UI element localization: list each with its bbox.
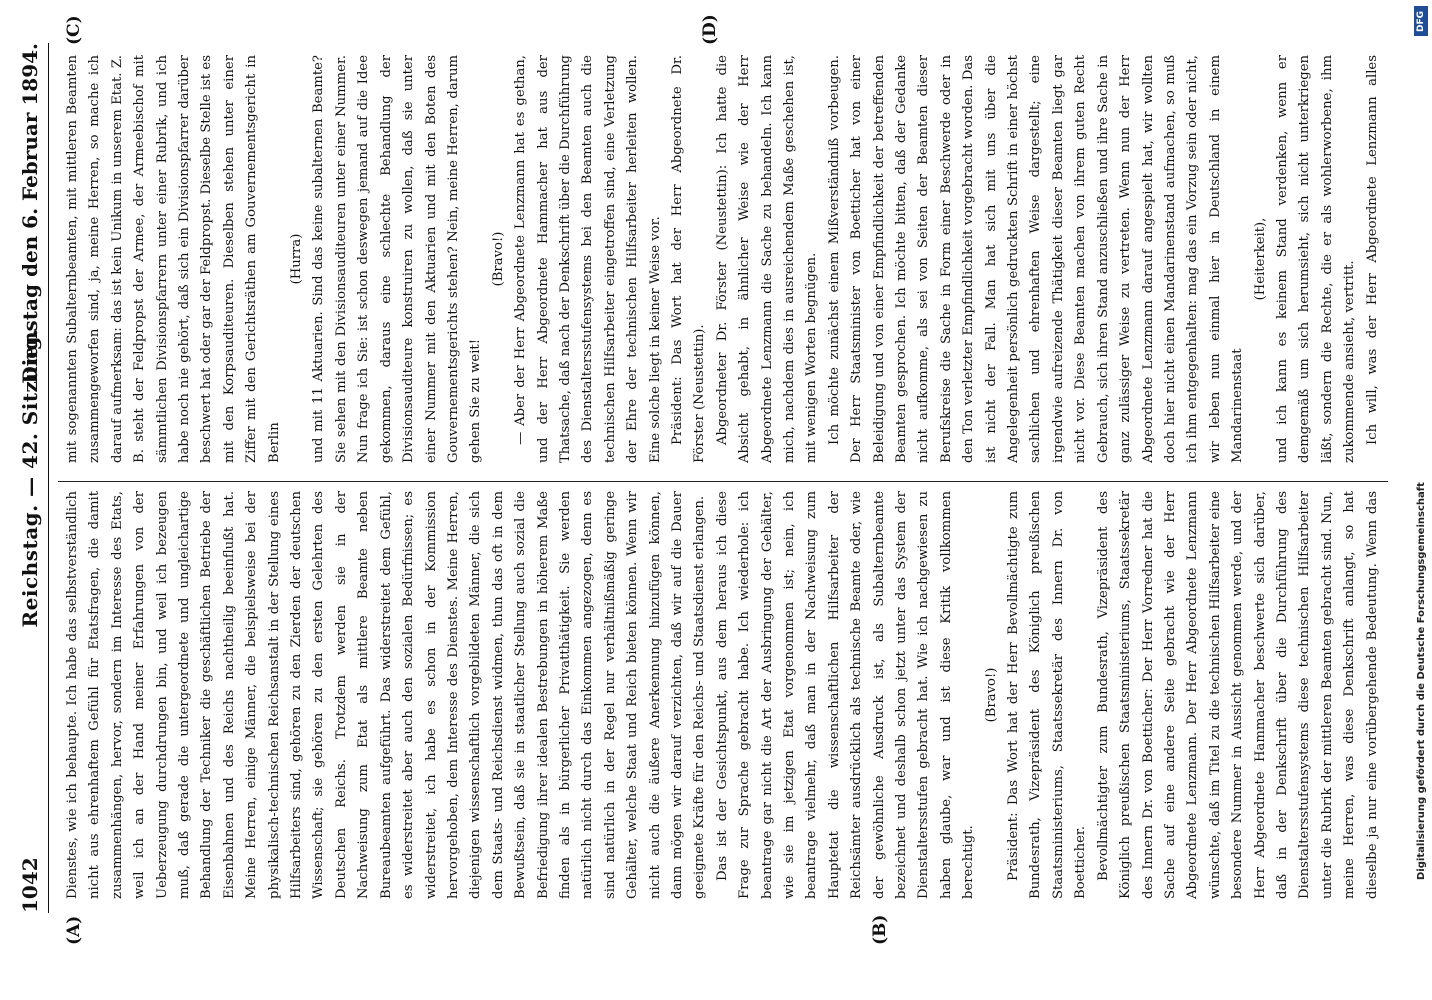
session-date: Dienstag den 6. Februar 1894. [18,43,42,384]
paragraph: Präsident: Das Wort hat der Herr Abgeordnete Dr. Förster (Neustettin). [669,55,708,463]
paragraph: — Aber der Herr Abgeordnete Lenzmann hat es gethan, und der Herr Abgeordnete Hammacher hat aus der Thatsache, daß nach der Denkschrift über die Durchführung des Dienstaltersstufensystems bei den Beamten auch die technischen Hilfsarbeiter eingetroffen sind, eine Verletzung der Ehre der technischen Hilfsarbeiter herleiten wollen. Eine solche liegt in keiner Weise vor. [513,55,663,463]
interjection: (Bravo!) [983,667,999,723]
paragraph: Ich möchte zunächst einem Mißverständniß vorbeugen. Der Herr Staatsminister von Boetticher hat von einer Beleidigung und von einer Empfindlichkeit der betreffenden Beamten gesprochen. Ich möchte bitten, daß der Gedanke nicht aufkomme, als sei von Seiten der Beamten dieser Berufskreise die Sache in Form einer Beschwerde oder in den Ton verletzter Empfindlichkeit vorgebracht worden. Das ist nicht der Fall. Man hat sich mit uns über die Angelegenheit persönlich gedruckten Schrift in einer höchst sachlichen und ehrenhaften Weise dargestellt; eine irgendwie aufreizende Thätigkeit dieser Beamten liegt gar nicht vor. Diese Beamten machen von ihrem guten Recht Gebrauch, sich ihren Stand anzuschließen und ihre Sache in ganz zulässiger Weise zu vertreten. Wenn nun der Herr Abgeordnete Lenzmann darauf angespielt hat, wir wollten doch hier nicht einen Mandarinenstand aufmachen, so muß ich ihm entgegenhalten: mag das ein Vorzug sein oder nicht, wir leben nun einmal hier in Deutschland in einem Mandarinenstaat [826,55,1246,463]
page-number: 1042 [18,857,42,913]
margin-mark-c: (C) [64,15,84,45]
paragraph: und ich kann es keinem Stand verdenken, wenn er demgemäß um sich herumsieht, sich nicht unterkriegen läßt, sondern die Rechte, die er als wohlerworbene, ihm zukommende ansieht, vertritt. [1274,55,1358,463]
paragraph: Abgeordneter Dr. Förster (Neustettin): Ich hatte die Absicht gehabt, in ähnlicher Weise wie der Herr Abgeordnete Lenzmann die Sache zu behandeln. Ich kann mich, nachdem dies in ausreichendem Maße geschehen ist, mit wenigen Worten begnügen. [714,55,820,463]
paragraph: Präsident: Das Wort hat der Herr Bevollmächtigte zum Bundesrath, Vizepräsident des Königlich preußischen Staatsministeriums, Staatssekretär des Innern Dr. von Boetticher. [1006,491,1089,899]
interjection: (Hurra) [289,233,305,285]
margin-mark-a: (A) [64,915,84,945]
digitization-note: Digitalisierung gefördert durch die Deutsche Forschungsgemeinschaft [1416,482,1427,880]
page-header [12,43,49,913]
paragraph: mit sogenannten Subalternbeamten, mit mittleren Beamten zusammengeworfen sind, ja, meine Herren, so mache ich darauf aufmerksam: das ist kein Unikum in unserem Etat. Z. B. steht der Feldpropst der Armee, der Armeebischof mit sämmtlichen Divisionspfarrern unter einer Rubrik, und ich habe noch nie gehört, daß sich ein Divisionspfarrer darüber beschwert hat oder gar der Feldpropst. Dieselbe Stelle ist es mit den Korpsauditeuren. Dieselben stehen unter einer Ziffer mit den Gerichtsräthen am Gouvernementsgericht in Berlin [65,55,282,463]
column-divider [58,481,1388,482]
margin-mark-b: (B) [870,914,890,945]
session-title: Reichstag. — 42. Sitzung. [18,328,42,628]
paragraph: Ich will, was der Herr Abgeordnete Lenzmann alles [1364,55,1380,445]
interjection: (Heiterkeit), [1252,217,1268,301]
interjection: (Bravo!) [490,231,506,287]
margin-mark-d: (D) [700,14,720,45]
dfg-logo: DFG [1414,6,1428,36]
left-column [62,491,1382,899]
paragraph: und mit 11 Aktuarien. Sind das keine subalternen Beamte? Sie sehen mit den Divisionsauditeuren unter einer Nummer. Nun frage ich Sie: ist schon deswegen jemand auf die Idee gekommen, daraus eine schlechte Behandlung der Divisionsauditeure konstruiren zu wollen, daß sie unter einer Nummer mit den Aktuarien und mit den Boten des Gouvernementsgerichts stehen? Nein, meine Herren, darum gehen Sie zu weit! [311,55,484,463]
paragraph: Bevollmächtigter zum Bundesrath, Vizepräsident des Königlich preußischen Staatsministeriums, Staatssekretär des Innern Dr. von Boetticher: Der Herr Vorredner hat die Sache auf eine andere Seite gebracht wie der Herr Abgeordnete Lenzmann. Der Herr Abgeordnete Lenzmann wünschte, daß im Titel zu die technischen Hilfsarbeiter eine besondere Nummer in Aussicht genommen werde, und der Herr Abgeordnete Hammacher beschwerte sich darüber, daß in der Denkschrift über die Durchführung des Dienstaltersstufensystems diese technischen Hilfsarbeiter unter die Rubrik der mittleren Beamten gebracht sind. Nun, meine Herren, was diese Denkschrift anlangt, so hat dieselbe ja nur eine vorübergehende Bedeutung. Wenn das [1095,491,1380,899]
right-column [62,55,1382,463]
paragraph: Das ist der Gesichtspunkt, aus dem heraus ich diese Frage zur Sprache gebracht habe. Ich wiederhole: ich beantrage gar nicht die Art der Ausbringung der Gehälter, wie sie im jetzigen Etat vorgenommen ist; nein, ich beantrage vielmehr, daß man in der Nachweisung zum Hauptetat die wissenschaftlichen Hilfsarbeiter der Reichsämter ausdrücklich als technische Beamte oder, wie der gewöhnliche Ausdruck ist, als Subalternbeamte bezeichnet und deshalb schon jetzt unter das System der Dienstaltersstufen gebracht hat. Wie ich nachgewiesen zu haben glaube, war und ist diese Kritik vollkommen berechtigt. [714,491,977,899]
paragraph: Dienstes, wie ich behaupte. Ich habe das selbstverständlich nicht aus ehrenhaftem Gefühl für Etatsfragen, die damit zusammenhängen, hervor, sondern im Interesse des Etats, weil ich an der Hand meiner Erfahrungen von der Ueberzeugung durchdrungen bin, und weil ich bezeugen muß, daß gerade die untergeordnete und ungleichartige Behandlung der Techniker die geschäftlichen Betriebe der Eisenbahnen und des Reichs nachtheilig beeinflußt hat. Meine Herren, einige Männer, die beispielsweise bei der physikalisch-technischen Reichsanstalt in der Stellung eines Hilfsarbeiters sind, gehören zu den Zierden der deutschen Wissenschaft; sie gehören zu den ersten Gelehrten des Deutschen Reichs. Trotzdem werden sie in der Nachweisung zum Etat als mittlere Beamte neben Bureaubeamten aufgeführt. Das widerstreitet dem Gefühl, es widerstreitet aber auch den sozialen Bedürfnissen; es widerstreitet, ich habe es schon in der Kommission hervorgehoben, dem Interesse des Dienstes. Meine Herren, diejenigen wissenschaftlich vorgebildeten Männer, die sich dem Staats- und Reichsdienst widmen, thun das oft in dem Bewußtsein, daß sie in staatlicher Stellung auch sozial die Befriedigung ihrer idealen Bestrebungen in höherem Maße finden als in bürgerlicher Privatthätigkeit. Sie werden natürlich nicht durch das Einkommen angezogen, denn es sind natürlich in der Regel nur verhältnißmäßig geringe Gehälter, welche Staat und Reich bieten können. Wenn wir nicht auch die äußere Anerkennung hinzufügen können, dann mögen wir darauf verzichten, daß wir auf die Dauer geeignete Kräfte für den Reichs- und Staatsdienst erlangen. [65,491,708,899]
